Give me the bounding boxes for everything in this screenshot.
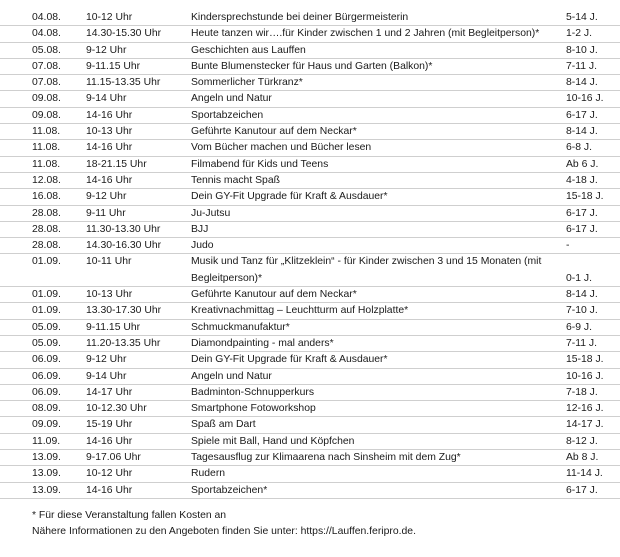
event-time: 9-12 Uhr (86, 354, 127, 366)
event-date: 05.09. (32, 337, 61, 349)
age-range: 5-14 J. (566, 12, 598, 23)
event-title: Bunte Blumenstecker für Haus und Garten (Balkon)* (191, 60, 433, 72)
event-date: 11.08. (32, 142, 61, 154)
age-range: 7-10 J. (566, 305, 598, 317)
schedule-row (0, 401, 620, 417)
schedule-row (0, 238, 620, 254)
event-time: 9-11 Uhr (86, 207, 126, 219)
schedule-row (0, 222, 620, 238)
age-range: Ab 8 J. (566, 452, 599, 464)
event-title: Vom Bücher machen und Bücher lesen (191, 142, 372, 154)
event-title: Angeln und Natur (191, 370, 272, 382)
event-time: 14.30-16.30 Uhr (86, 240, 162, 252)
event-title: Judo (191, 240, 214, 252)
schedule-row (0, 369, 620, 385)
event-title: Diamondpainting - mal anders* (191, 337, 334, 349)
event-date: 06.09. (32, 370, 61, 382)
event-time: 11.30-13.30 Uhr (86, 223, 161, 235)
age-range: 1-2 J. (566, 28, 592, 40)
event-title: Geführte Kanutour auf dem Neckar* (191, 289, 357, 301)
event-time: 9-14 Uhr (86, 370, 127, 382)
schedule-row (0, 140, 620, 156)
info-note: Nähere Informationen zu den Angeboten finden Sie unter: https://Lauffen.feripro.de. (32, 526, 416, 537)
event-title: Schmuckmanufaktur* (191, 321, 290, 333)
event-title: Dein GY-Fit Upgrade für Kraft & Ausdauer* (191, 191, 388, 203)
event-date: 09.08. (32, 93, 61, 105)
age-range: 6-17 J. (566, 484, 598, 496)
age-range: 7-11 J. (566, 337, 597, 349)
schedule-row (0, 254, 620, 287)
event-title: Tagesausflug zur Klimaarena nach Sinsheim mit dem Zug* (191, 452, 461, 464)
event-time: 10-12 Uhr (86, 468, 133, 480)
event-date: 13.09. (32, 452, 61, 464)
age-range: 6-17 J. (566, 207, 598, 219)
event-time: 9-12 Uhr (86, 191, 127, 203)
event-title: Filmabend für Kids und Teens (191, 158, 329, 170)
event-title: Badminton-Schnupperkurs (191, 386, 315, 398)
event-title: Geführte Kanutour auf dem Neckar* (191, 126, 357, 138)
schedule-row (0, 157, 620, 173)
footnote (32, 508, 416, 540)
schedule-row (0, 43, 620, 59)
event-title: Angeln und Natur (191, 93, 272, 105)
schedule-row (0, 320, 620, 336)
event-schedule (0, 10, 620, 499)
age-range: 6-17 J. (566, 223, 598, 235)
age-range: 0-1 J. (566, 272, 592, 284)
event-time: 11.20-13.35 Uhr (86, 337, 161, 349)
event-date: 01.09. (32, 256, 61, 268)
event-time: 15-19 Uhr (86, 419, 133, 431)
event-date: 08.09. (32, 403, 61, 415)
schedule-row (0, 124, 620, 140)
schedule-row (0, 206, 620, 222)
event-date: 06.09. (32, 386, 61, 398)
event-time: 11.15-13.35 Uhr (86, 77, 161, 89)
age-range: 8-14 J. (566, 126, 598, 138)
age-range: 6-8 J. (566, 142, 592, 154)
event-date: 07.08. (32, 60, 61, 72)
age-range: - (566, 240, 570, 252)
schedule-row (0, 483, 620, 499)
event-time: 14-16 Uhr (86, 484, 133, 496)
age-range: 8-10 J. (566, 44, 598, 56)
schedule-row (0, 108, 620, 124)
schedule-row (0, 59, 620, 75)
event-date: 04.08. (32, 28, 61, 40)
event-title: Kreativnachmittag – Leuchtturm auf Holzplatte* (191, 305, 409, 317)
age-range: 15-18 J. (566, 191, 604, 203)
schedule-row (0, 26, 620, 42)
age-range: 6-17 J. (566, 109, 598, 121)
age-range: 14-17 J. (566, 419, 604, 431)
event-date: 09.08. (32, 109, 61, 121)
event-title: Rudern (191, 468, 226, 480)
event-date: 01.09. (32, 289, 61, 301)
event-time: 9-14 Uhr (86, 93, 127, 105)
event-time: 14.30-15.30 Uhr (86, 28, 162, 40)
schedule-row (0, 466, 620, 482)
age-range: 10-16 J. (566, 370, 604, 382)
age-range: 8-14 J. (566, 289, 598, 301)
event-title: Ju-Jutsu (191, 207, 231, 219)
age-range: 8-14 J. (566, 77, 598, 89)
event-title: Smartphone Fotoworkshop (191, 403, 316, 415)
event-time: 13.30-17.30 Uhr (86, 305, 162, 317)
event-date: 05.09. (32, 321, 61, 333)
event-date: 28.08. (32, 223, 61, 235)
event-time: 10-11 Uhr (86, 256, 132, 268)
event-date: 09.09. (32, 419, 61, 431)
event-date: 07.08. (32, 77, 61, 89)
schedule-row (0, 173, 620, 189)
event-time: 18-21.15 Uhr (86, 158, 147, 170)
event-date: 12.08. (32, 174, 61, 186)
event-date: 11.09. (32, 435, 61, 447)
event-title: Sommerlicher Türkranz* (191, 77, 303, 89)
schedule-row (0, 91, 620, 107)
event-date: 28.08. (32, 207, 61, 219)
age-range: 11-14 J. (566, 468, 603, 480)
schedule-row (0, 303, 620, 319)
event-title: Spiele mit Ball, Hand und Köpfchen (191, 435, 355, 447)
schedule-row (0, 75, 620, 91)
event-date: 13.09. (32, 484, 61, 496)
event-time: 9-11.15 Uhr (86, 321, 141, 333)
age-range: 8-12 J. (566, 435, 598, 447)
event-date: 16.08. (32, 191, 61, 203)
event-time: 14-16 Uhr (86, 142, 133, 154)
age-range: 7-11 J. (566, 60, 597, 72)
event-time: 14-16 Uhr (86, 174, 133, 186)
event-date: 13.09. (32, 468, 61, 480)
event-title: Musik und Tanz für „Klitzeklein“ - für Kinder zwischen 3 und 15 Monaten (mit Begleitperson)* (191, 256, 542, 284)
age-range: 7-18 J. (566, 386, 598, 398)
event-time: 14-17 Uhr (86, 386, 133, 398)
event-time: 9-17.06 Uhr (86, 452, 141, 464)
age-range: 10-16 J. (566, 93, 604, 105)
cost-note: * Für diese Veranstaltung fallen Kosten an (32, 510, 227, 521)
event-time: 14-16 Uhr (86, 435, 133, 447)
event-time: 10-13 Uhr (86, 126, 133, 138)
event-date: 05.08. (32, 44, 61, 56)
event-time: 10-12.30 Uhr (86, 403, 147, 415)
event-time: 9-11.15 Uhr (86, 60, 141, 72)
schedule-row (0, 287, 620, 303)
event-title: Heute tanzen wir….für Kinder zwischen 1 und 2 Jahren (mit Begleitperson)* (191, 28, 540, 40)
age-range: 15-18 J. (566, 354, 604, 366)
age-range: 6-9 J. (566, 321, 592, 333)
event-date: 11.08. (32, 158, 61, 170)
event-time: 10-12 Uhr (86, 12, 133, 23)
event-title: Dein GY-Fit Upgrade für Kraft & Ausdauer* (191, 354, 388, 366)
schedule-row (0, 352, 620, 368)
schedule-row (0, 417, 620, 433)
event-time: 14-16 Uhr (86, 109, 133, 121)
event-date: 06.09. (32, 354, 61, 366)
event-time: 9-12 Uhr (86, 44, 127, 56)
event-title: Spaß am Dart (191, 419, 256, 431)
event-title: BJJ (191, 223, 209, 235)
schedule-row (0, 434, 620, 450)
event-title: Geschichten aus Lauffen (191, 44, 306, 56)
age-range: 12-16 J. (566, 403, 604, 415)
event-title: Sportabzeichen (191, 109, 264, 121)
event-date: 01.09. (32, 305, 61, 317)
schedule-row (0, 10, 620, 26)
event-date: 04.08. (32, 12, 61, 23)
event-title: Tennis macht Spaß (191, 174, 280, 186)
age-range: 4-18 J. (566, 174, 598, 186)
event-date: 28.08. (32, 240, 61, 252)
event-title: Kindersprechstunde bei deiner Bürgermeisterin (191, 12, 409, 23)
schedule-row (0, 385, 620, 401)
event-title: Sportabzeichen* (191, 484, 268, 496)
schedule-row (0, 336, 620, 352)
event-time: 10-13 Uhr (86, 289, 133, 301)
schedule-row (0, 189, 620, 205)
schedule-row (0, 450, 620, 466)
event-date: 11.08. (32, 126, 61, 138)
age-range: Ab 6 J. (566, 158, 599, 170)
